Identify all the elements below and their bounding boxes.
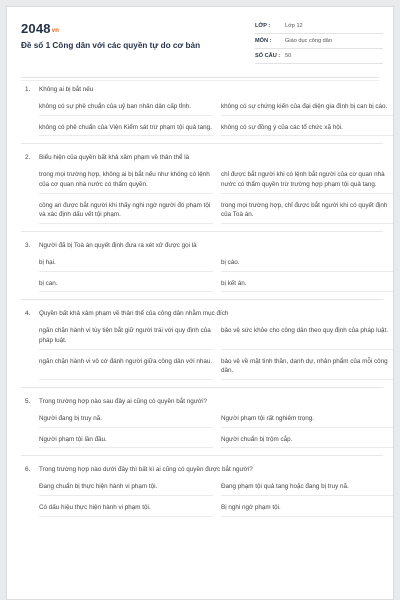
question-header [21, 465, 383, 475]
question-header [21, 397, 383, 407]
answer-option: trong mọi trường hợp, không ai bị bắt nếu như không có lệnh của cơ quan nhà nước có thẩm quyền. [39, 170, 213, 194]
answer-option: trong mọi trường hợp, chỉ được bắt người khi có quyết định của Toà án. [221, 201, 394, 225]
answer-option: ngăn chặn hành vi tùy tiện bắt giữ người trái với quy định của pháp luật. [39, 326, 213, 350]
answer-option: bị cáo. [221, 258, 394, 272]
answer-option: ngăn chặn hành vi vô cớ đánh người giữa công dân với nhau. [39, 357, 213, 381]
meta-value: Giáo dục công dân [285, 38, 332, 44]
answer-option: bị hại. [39, 258, 213, 272]
question-text: Biểu hiện của quyền bất khả xâm phạm về thân thể là [39, 154, 190, 162]
question-text: Trong trường hợp nào sau đây ai cũng có quyền bắt người? [39, 398, 207, 405]
answer-grid [39, 102, 388, 137]
question-divider [21, 455, 383, 456]
question-header [21, 153, 383, 163]
answer-option: Người phạm tội lần đầu. [39, 435, 213, 449]
answer-grid [39, 170, 388, 224]
answer-option: bị kết án. [221, 279, 394, 293]
answer-option: không có sự chứng kiến của đại diện gia đình bị can bị cáo. [221, 102, 394, 116]
question-text: Người đã bị Toà án quyết định đưa ra xét xử được gọi là [39, 242, 197, 249]
question-item [21, 241, 383, 292]
document-title: Đề số 1 Công dân với các quyền tự do cơ bản [21, 41, 201, 50]
question-number: 5. [25, 398, 31, 405]
answer-option: bảo vệ về mặt tinh thần, danh dự, nhân phẩm của mỗi công dân. [221, 357, 394, 381]
answer-grid [39, 258, 383, 293]
answer-option: không có phê chuẩn của Viện Kiểm sát trừ phạm tội quả tang. [39, 123, 213, 137]
question-header [21, 241, 383, 251]
meta-key: SỐ CÂU : [255, 53, 281, 59]
document-page [6, 6, 394, 600]
answer-option: Người phạm tội rất nghiêm trọng. [221, 414, 394, 428]
meta-row-count [255, 49, 383, 64]
answer-option: bị can. [39, 279, 213, 293]
site-logo[interactable] [21, 21, 59, 36]
question-number: 2. [25, 154, 31, 162]
answer-option: Người đang bị truy nã. [39, 414, 213, 428]
question-text: Trong trường hợp nào dưới đây thì bất kì ai cũng có quyền được bắt người? [39, 466, 253, 474]
answer-option: Người chuẩn bị trộm cắp. [221, 435, 394, 449]
answer-option: Đang phạm tội quả tang hoặc đang bị truy nã. [221, 482, 394, 496]
logo-text: 2048 [21, 21, 51, 36]
question-text: Quyền bất khả xâm phạm về thân thể của công dân nhằm mục đích [39, 310, 229, 318]
question-header [21, 309, 383, 319]
answer-option: bảo vệ sức khỏe cho công dân theo quy định của pháp luật. [221, 326, 394, 350]
answer-option: không có sự phê chuẩn của uỷ ban nhân dân cấp tỉnh. [39, 102, 213, 116]
question-item [21, 309, 389, 380]
header-divider [21, 77, 379, 78]
answer-grid [39, 326, 389, 380]
question-divider [21, 143, 383, 144]
logo-suffix: vn [51, 28, 60, 34]
meta-value: 50 [285, 53, 292, 59]
meta-key: MÔN : [255, 38, 272, 44]
meta-row-subject [255, 34, 383, 49]
answer-option: Đang chuẩn bị thực hiện hành vi phạm tội. [39, 482, 213, 496]
meta-value: Lớp 12 [285, 23, 303, 29]
question-header [21, 85, 383, 95]
question-item [21, 153, 388, 224]
question-number: 3. [25, 242, 31, 249]
answer-option: chỉ được bắt người khi có lệnh bắt người của cơ quan nhà nước có thẩm quyền trừ trường hợp phạm tội quả tang. [221, 170, 394, 194]
question-item [21, 397, 383, 448]
question-divider [21, 231, 383, 232]
answer-option: Bị nghi ngờ phạm tội. [221, 503, 394, 517]
question-divider [21, 387, 383, 388]
question-item [21, 85, 388, 136]
header-divider-secondary [21, 80, 379, 81]
answer-grid [39, 414, 383, 449]
answer-grid [39, 482, 383, 517]
question-number: 6. [25, 466, 31, 474]
question-number: 4. [25, 310, 31, 318]
document-header [7, 7, 393, 73]
meta-key: LỚP : [255, 23, 271, 29]
question-divider [21, 299, 383, 300]
question-number: 1. [25, 86, 31, 93]
answer-option: Có dấu hiệu thực hiện hành vi phạm tội. [39, 503, 213, 517]
question-text: Không ai bị bắt nếu [39, 86, 94, 93]
question-list [21, 85, 389, 517]
document-meta [255, 19, 383, 64]
question-item [21, 465, 383, 516]
answer-option: công an được bắt người khi thấy nghi ngờ người đó phạm tội và xác định dấu vết tội phạm. [39, 201, 213, 225]
answer-option: không có sự đồng ý của các tổ chức xã hội. [221, 123, 394, 137]
meta-row-class [255, 19, 383, 34]
